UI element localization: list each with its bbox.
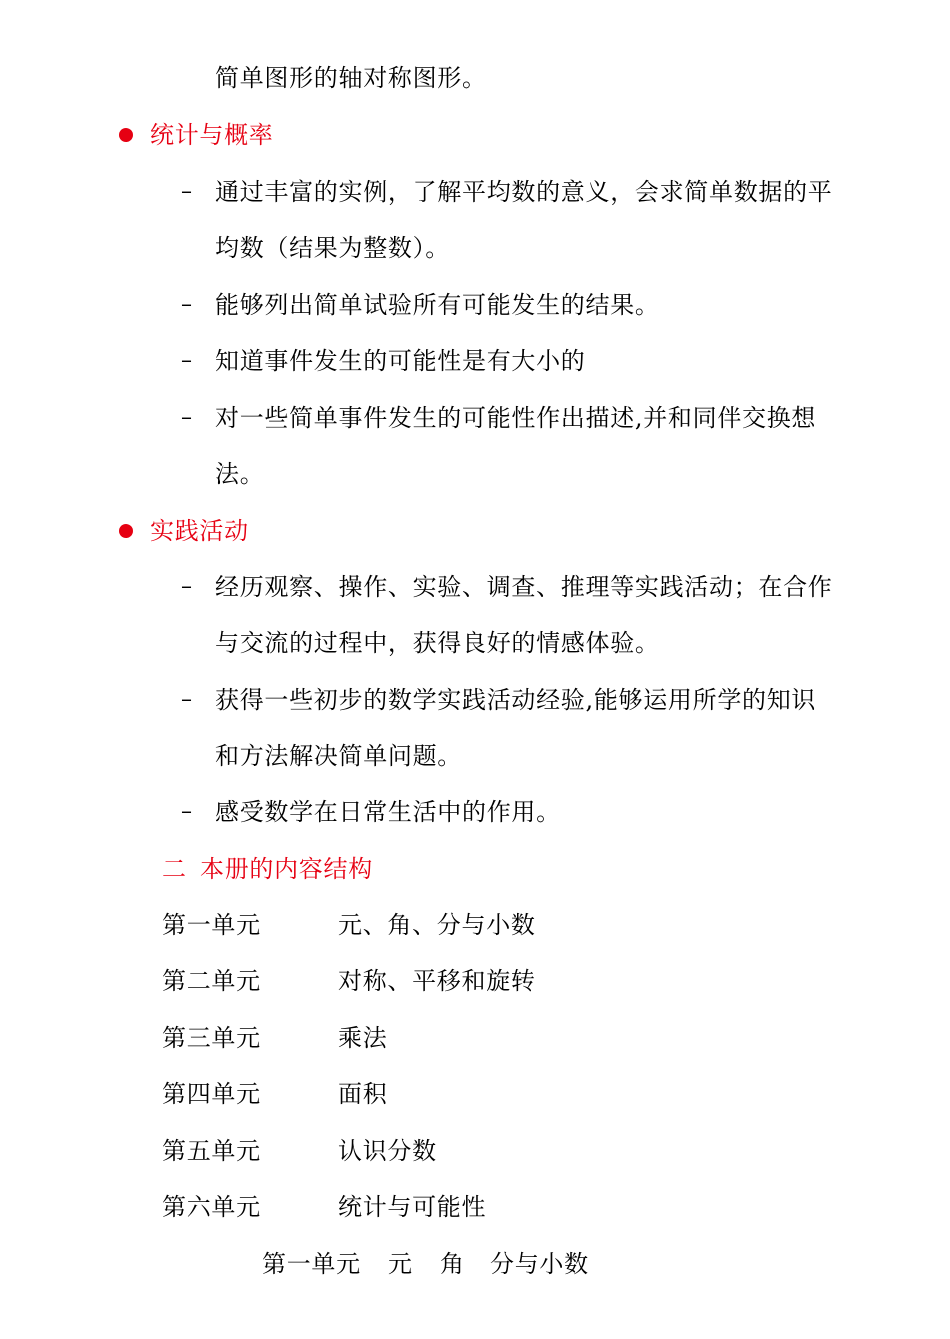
intro-continuation: 简单图形的轴对称图形。: [215, 64, 487, 92]
unit-title: 面积: [338, 1080, 388, 1108]
list-item-line: 法。: [215, 460, 265, 488]
section-heading: 统计与概率: [150, 121, 274, 149]
unit-label: 第五单元: [162, 1137, 261, 1165]
chapter-title-part: 分与小数: [490, 1250, 589, 1278]
list-item-line: 知道事件发生的可能性是有大小的: [215, 347, 586, 375]
section-heading: 实践活动: [150, 517, 249, 545]
unit-title: 元、角、分与小数: [338, 911, 536, 939]
list-item-line: 对一些简单事件发生的可能性作出描述,并和同伴交换想: [215, 404, 817, 432]
unit-title: 乘法: [338, 1024, 388, 1052]
unit-title: 统计与可能性: [338, 1193, 487, 1221]
list-item-line: 经历观察、操作、实验、调查、推理等实践活动；在合作: [215, 573, 833, 601]
unit-title: 对称、平移和旋转: [338, 967, 536, 995]
bullet-icon: [119, 128, 133, 142]
list-item-line: 感受数学在日常生活中的作用。: [215, 798, 561, 826]
structure-heading-title: 本册的内容结构: [200, 855, 373, 883]
list-marker: –: [181, 687, 192, 712]
unit-label: 第四单元: [162, 1080, 261, 1108]
list-marker: –: [181, 179, 192, 204]
chapter-title-unit: 第一单元: [262, 1250, 361, 1278]
chapter-title-part: 角: [440, 1250, 465, 1278]
unit-title: 认识分数: [338, 1137, 437, 1165]
unit-label: 第二单元: [162, 967, 261, 995]
structure-heading-number: 二: [162, 855, 187, 883]
chapter-title-part: 元: [388, 1250, 413, 1278]
bullet-icon: [119, 524, 133, 538]
list-item-line: 与交流的过程中，获得良好的情感体验。: [215, 629, 660, 657]
list-marker: –: [181, 799, 192, 824]
list-item-line: 获得一些初步的数学实践活动经验,能够运用所学的知识: [215, 686, 817, 714]
list-marker: –: [181, 292, 192, 317]
list-item-line: 均数（结果为整数）。: [215, 234, 450, 262]
unit-label: 第一单元: [162, 911, 261, 939]
list-marker: –: [181, 348, 192, 373]
unit-label: 第六单元: [162, 1193, 261, 1221]
list-item-line: 能够列出简单试验所有可能发生的结果。: [215, 291, 660, 319]
list-item-line: 通过丰富的实例，了解平均数的意义，会求简单数据的平: [215, 178, 833, 206]
list-item-line: 和方法解决简单问题。: [215, 742, 462, 770]
unit-label: 第三单元: [162, 1024, 261, 1052]
list-marker: –: [181, 405, 192, 430]
list-marker: –: [181, 574, 192, 599]
